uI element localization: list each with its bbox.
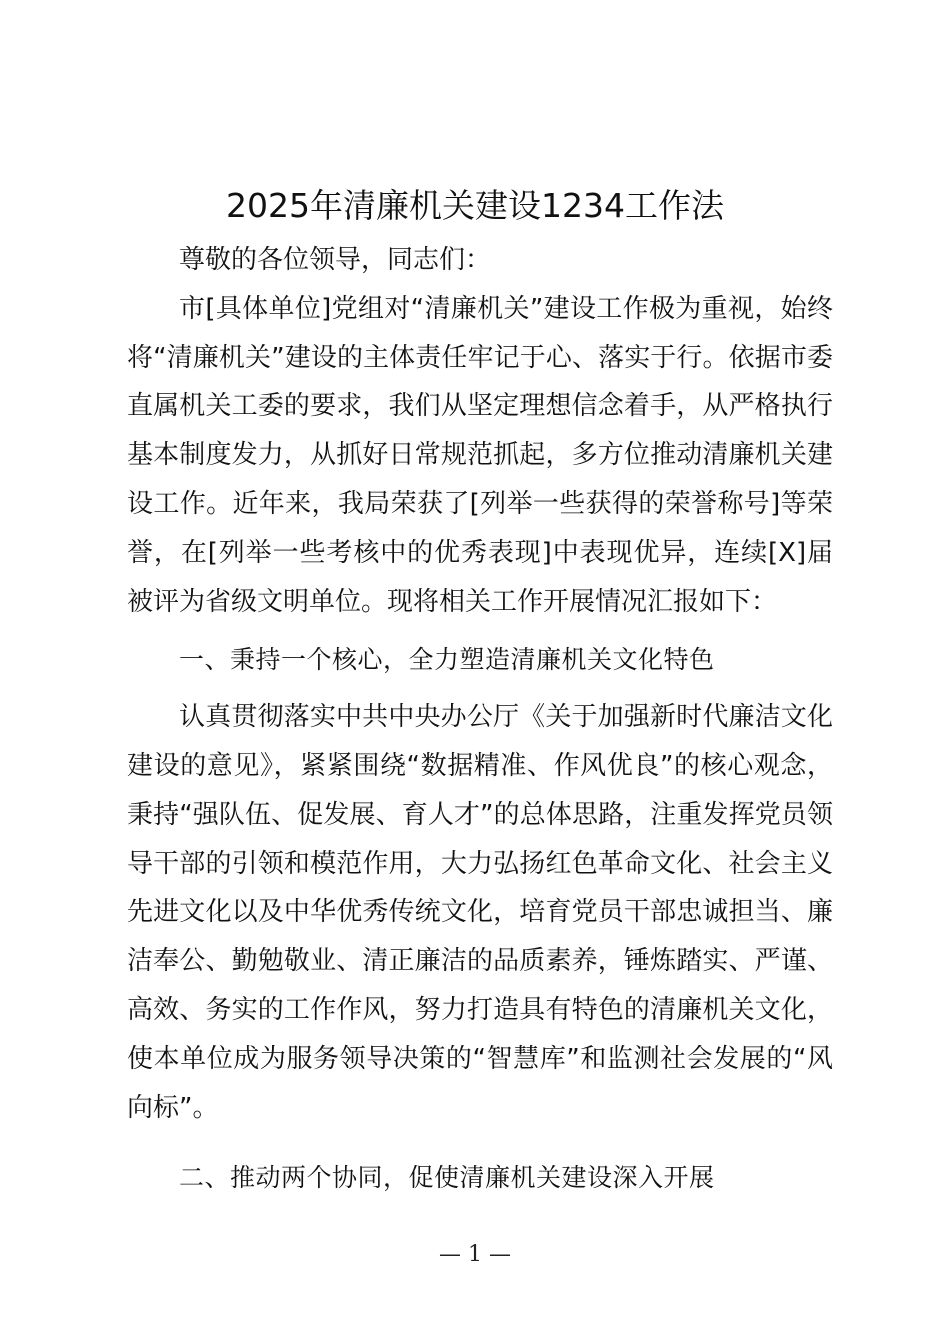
- salutation-paragraph: 尊敬的各位领导，同志们：: [179, 245, 492, 275]
- section-1-paragraph: 认真贯彻落实中共中央办公厅《关于加强新时代廉洁文化建设的意见》，紧紧围绕“数据精准、作风优良”的核心观念，秉持“强队伍、促发展、育人才”的总体思路，注重发挥党员领导干部的引领和模范作用，大力弘扬红色革命文化、社会主义先进文化以及中华优秀传统文化，培育党员干部忠诚担当、廉洁奉公、勤勉敬业、清正廉洁的品质素养，锤炼踏实、严谨、高效、务实的工作作风，努力打造具有特色的清廉机关文化，使本单位成为服务领导决策的“智慧库”和监测社会发展的“风向标”。: [127, 702, 833, 1123]
- section-heading-2: 二、推动两个协同，促使清廉机关建设深入开展: [179, 1163, 715, 1193]
- document-body: [127, 236, 833, 1211]
- page-number: — 1 —: [439, 1242, 511, 1267]
- section-heading-1: 一、秉持一个核心，全力塑造清廉机关文化特色: [179, 645, 715, 675]
- intro-paragraph: 市[具体单位]党组对“清廉机关”建设工作极为重视，始终将“清廉机关”建设的主体责任牢记于心、落实于行。依据市委直属机关工委的要求，我们从坚定理想信念着手，从严格执行基本制度发力，从抓好日常规范抓起，多方位推动清廉机关建设工作。近年来，我局荣获了[列举一些获得的荣誉称号]等荣誉，在[列举一些考核中的优秀表现]中表现优异，连续[X]届被评为省级文明单位。现将相关工作开展情况汇报如下：: [127, 293, 833, 617]
- document-title: 2025年清廉机关建设1234工作法: [226, 186, 724, 225]
